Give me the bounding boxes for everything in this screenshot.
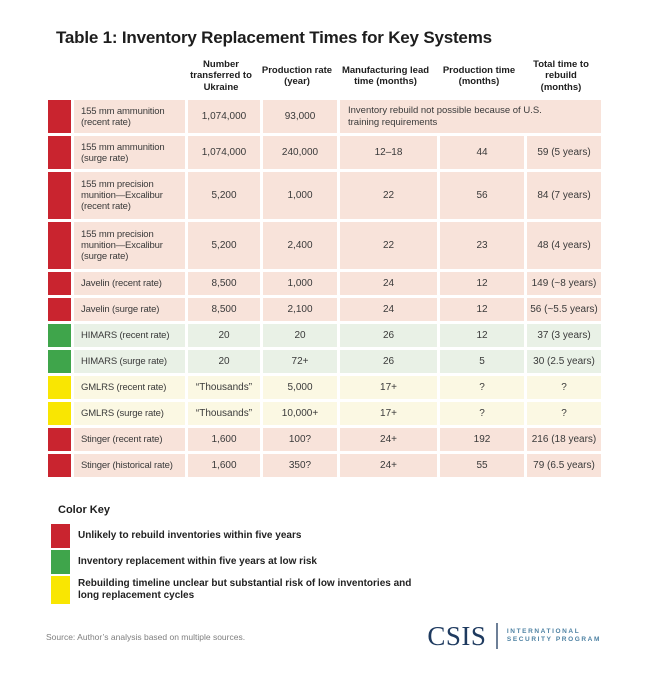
status-color-strip	[48, 222, 71, 269]
data-cell: 1,000	[263, 272, 337, 295]
color-key-heading: Color Key	[58, 504, 110, 516]
data-cell: 22	[340, 222, 437, 269]
data-cell: ?	[440, 376, 524, 399]
data-cell: 84 (7 years)	[527, 172, 601, 219]
data-cell: 12	[440, 324, 524, 347]
data-cell: 22	[340, 172, 437, 219]
system-name-cell: Javelin (recent rate)	[74, 272, 185, 295]
data-cell: 8,500	[188, 272, 260, 295]
color-key-label: Unlikely to rebuild inventories within five years	[78, 530, 302, 541]
data-cell: 240,000	[263, 136, 337, 169]
table-row	[48, 376, 601, 399]
data-cell: 93,000	[263, 100, 337, 133]
column-header: Number transferred to Ukraine	[190, 58, 252, 93]
table-header-row	[48, 55, 601, 97]
data-cell: 17+	[340, 402, 437, 425]
data-cell: 1,600	[188, 454, 260, 477]
data-cell: “Thousands”	[188, 376, 260, 399]
status-color-strip	[48, 428, 71, 451]
table-row	[48, 428, 601, 451]
program-line-1: INTERNATIONAL	[506, 627, 581, 635]
status-color-strip	[48, 272, 71, 295]
data-cell: 26	[340, 350, 437, 373]
column-header: Production rate (year)	[261, 64, 333, 87]
status-color-strip	[48, 454, 71, 477]
data-cell: 48 (4 years)	[527, 222, 601, 269]
color-key	[48, 504, 423, 606]
header-spacer	[48, 55, 182, 97]
status-color-strip	[48, 376, 71, 399]
data-cell: 59 (5 years)	[527, 136, 601, 169]
data-cell: 26	[340, 324, 437, 347]
data-cell: 24	[340, 272, 437, 295]
data-cell: 10,000+	[263, 402, 337, 425]
data-cell: 24+	[340, 428, 437, 451]
status-color-strip	[48, 136, 71, 169]
data-cell: 5,000	[263, 376, 337, 399]
table-row	[48, 350, 601, 373]
data-cell: 23	[440, 222, 524, 269]
data-cell: 5	[440, 350, 524, 373]
data-cell: 100?	[263, 428, 337, 451]
data-cell: 192	[440, 428, 524, 451]
status-color-strip	[48, 100, 71, 133]
data-cell: 12	[440, 298, 524, 321]
color-swatch	[51, 550, 70, 574]
data-cell: 216 (18 years)	[527, 428, 601, 451]
data-cell: 72+	[263, 350, 337, 373]
status-color-strip	[48, 350, 71, 373]
color-key-item	[51, 576, 423, 604]
data-cell: 1,074,000	[188, 100, 260, 133]
system-name-cell: HIMARS (surge rate)	[74, 350, 185, 373]
color-key-item	[51, 550, 423, 574]
data-cell: 20	[188, 350, 260, 373]
data-cell: 1,600	[188, 428, 260, 451]
system-name-cell: Javelin (surge rate)	[74, 298, 185, 321]
column-header: Manufacturing lead time (months)	[341, 64, 430, 87]
data-cell: 5,200	[188, 172, 260, 219]
data-cell: 56	[440, 172, 524, 219]
table-row	[48, 454, 601, 477]
data-cell: 2,400	[263, 222, 337, 269]
color-key-item	[51, 524, 423, 548]
color-key-label: Rebuilding timeline unclear but substantial risk of low inventories and long replacement cycles	[78, 578, 412, 601]
csis-logo	[427, 622, 601, 650]
inventory-table	[48, 55, 601, 480]
data-cell: 1,000	[263, 172, 337, 219]
system-name-cell: HIMARS (recent rate)	[74, 324, 185, 347]
data-cell: 2,100	[263, 298, 337, 321]
table-row	[48, 172, 601, 219]
status-color-strip	[48, 324, 71, 347]
system-name-cell: GMLRS (surge rate)	[74, 402, 185, 425]
data-cell: 37 (3 years)	[527, 324, 601, 347]
column-header: Production time (months)	[442, 64, 516, 87]
merged-note-cell: Inventory rebuild not possible because of U.S. training requirements	[340, 100, 601, 133]
system-name-cell: GMLRS (recent rate)	[74, 376, 185, 399]
data-cell: 56 (~5.5 years)	[527, 298, 601, 321]
data-cell: 350?	[263, 454, 337, 477]
table-title: Table 1: Inventory Replacement Times for Key Systems	[56, 28, 492, 47]
data-cell: 5,200	[188, 222, 260, 269]
column-header: Total time to rebuild (months)	[533, 58, 589, 93]
color-key-label: Inventory replacement within five years at low risk	[78, 556, 317, 567]
data-cell: 1,074,000	[188, 136, 260, 169]
color-key-items	[48, 524, 423, 604]
table-row	[48, 324, 601, 347]
system-name-cell: 155 mm ammunition (surge rate)	[74, 136, 185, 169]
table-row	[48, 136, 601, 169]
data-cell: 55	[440, 454, 524, 477]
data-cell: 8,500	[188, 298, 260, 321]
status-color-strip	[48, 402, 71, 425]
status-color-strip	[48, 298, 71, 321]
logo-divider	[496, 623, 498, 649]
data-cell: 12	[440, 272, 524, 295]
color-swatch	[51, 524, 70, 548]
program-line-2: SECURITY PROGRAM	[506, 636, 601, 643]
data-cell: 79 (6.5 years)	[527, 454, 601, 477]
system-name-cell: Stinger (historical rate)	[74, 454, 185, 477]
table-body	[48, 100, 601, 477]
data-cell: 30 (2.5 years)	[527, 350, 601, 373]
data-cell: ?	[440, 402, 524, 425]
data-cell: 12–18	[340, 136, 437, 169]
data-cell: 44	[440, 136, 524, 169]
system-name-cell: Stinger (recent rate)	[74, 428, 185, 451]
data-cell: “Thousands”	[188, 402, 260, 425]
program-name	[507, 628, 601, 645]
data-cell: ?	[527, 376, 601, 399]
table-row	[48, 222, 601, 269]
csis-wordmark: CSIS	[427, 621, 487, 651]
data-cell: 24	[340, 298, 437, 321]
data-cell: 20	[188, 324, 260, 347]
data-cell: ?	[527, 402, 601, 425]
data-cell: 24+	[340, 454, 437, 477]
status-color-strip	[48, 172, 71, 219]
source-note: Source: Author’s analysis based on multiple sources.	[46, 632, 246, 642]
system-name-cell: 155 mm precision munition—Excalibur (recent rate)	[74, 172, 185, 219]
table-row	[48, 272, 601, 295]
table-row	[48, 402, 601, 425]
data-cell: 17+	[340, 376, 437, 399]
system-name-cell: 155 mm precision munition—Excalibur (surge rate)	[74, 222, 185, 269]
system-name-cell: 155 mm ammunition (recent rate)	[74, 100, 185, 133]
table-row	[48, 100, 601, 133]
color-swatch	[51, 576, 70, 604]
data-cell: 149 (~8 years)	[527, 272, 601, 295]
table-row	[48, 298, 601, 321]
data-cell: 20	[263, 324, 337, 347]
